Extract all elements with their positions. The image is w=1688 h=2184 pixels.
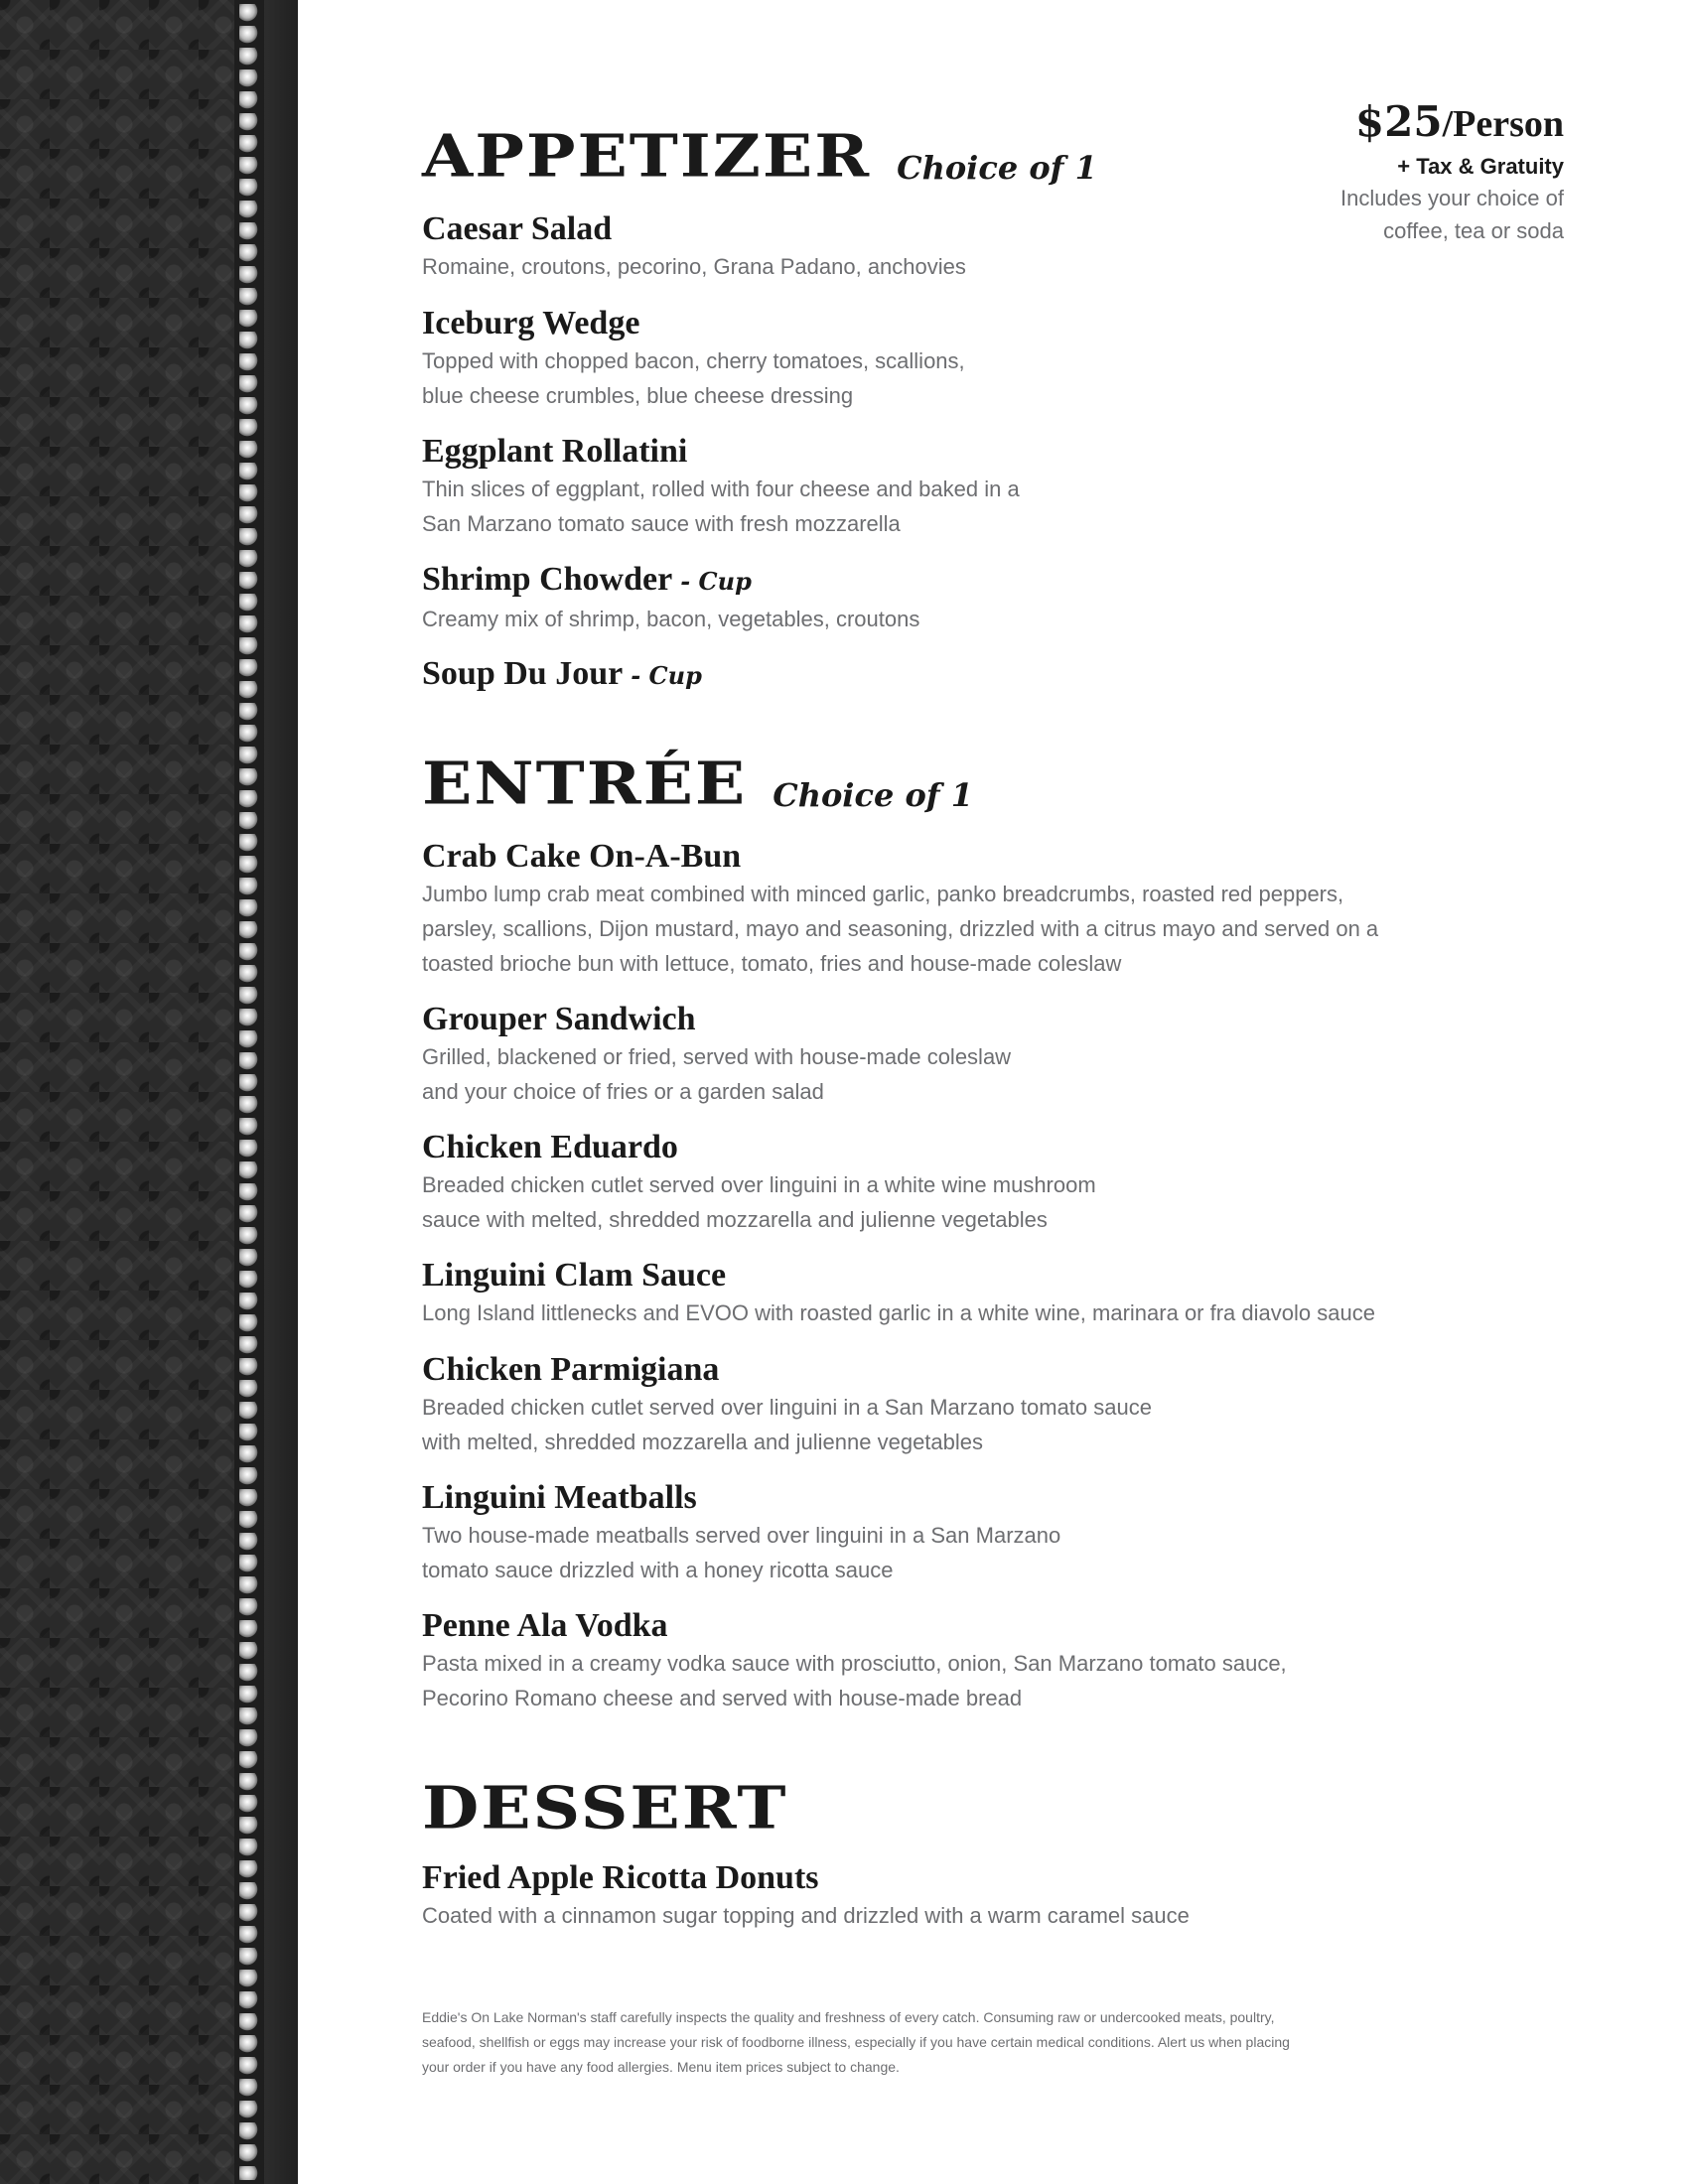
disclaimer-line: Eddie's On Lake Norman's staff carefully inspects the quality and freshness of every catch. Consuming raw or undercooked meats, poultry, (422, 2009, 1275, 2025)
description-line: Topped with chopped bacon, cherry tomatoes, scallions, (422, 348, 965, 373)
description-line: Pasta mixed in a creamy vodka sauce with prosciutto, onion, San Marzano tomato sauce, (422, 1651, 1287, 1676)
pearl-border (239, 4, 259, 2180)
description-line: Thin slices of eggplant, rolled with four cheese and baked in a (422, 477, 1020, 501)
item-name: Iceburg Wedge (422, 305, 640, 341)
description-line: parsley, scallions, Dijon mustard, mayo and seasoning, drizzled with a citrus mayo and served on a (422, 916, 1379, 941)
description-line: with melted, shredded mozzarella and julienne vegetables (422, 1430, 984, 1454)
item-name: Soup Du Jour (422, 655, 624, 692)
menu-item (422, 1606, 1415, 1715)
item-name: Crab Cake On-A-Bun (422, 838, 742, 875)
item-tag: - Cup (680, 567, 752, 596)
item-description (422, 1296, 1415, 1330)
description-line: San Marzano tomato sauce with fresh mozzarella (422, 511, 901, 536)
includes-note-line-1: Includes your choice of (1339, 186, 1564, 210)
description-line: Breaded chicken cutlet served over linguini in a San Marzano tomato sauce (422, 1395, 1152, 1420)
menu-item (422, 1000, 1415, 1109)
description-line: Two house-made meatballs served over linguini in a San Marzano (422, 1523, 1061, 1548)
tax-gratuity-note: + Tax & Gratuity (1397, 154, 1564, 179)
menu-item (422, 1256, 1415, 1330)
item-name: Penne Ala Vodka (422, 1607, 668, 1644)
item-name: Linguini Meatballs (422, 1479, 697, 1516)
price-unit: /Person (1442, 103, 1564, 145)
description-line: and your choice of fries or a garden salad (422, 1079, 824, 1104)
item-name: Chicken Eduardo (422, 1129, 678, 1165)
menu-item (422, 209, 1415, 284)
section-title-dessert: DESSERT (422, 1772, 788, 1843)
description-line: sauce with melted, shredded mozzarella and julienne vegetables (422, 1207, 1048, 1232)
menu-item (422, 432, 1415, 541)
item-description (422, 1646, 1415, 1715)
item-description (422, 1518, 1415, 1587)
item-name: Linguini Clam Sauce (422, 1257, 727, 1294)
menu-item (422, 654, 1415, 696)
item-name: Chicken Parmigiana (422, 1351, 720, 1388)
section-title-appetizer: APPETIZER (422, 120, 872, 192)
item-tag: - Cup (631, 661, 702, 690)
includes-note-line-2: coffee, tea or soda (1383, 218, 1564, 243)
description-line: blue cheese crumbles, blue cheese dressing (422, 383, 854, 408)
item-description (422, 1039, 1415, 1109)
appetizer-header (422, 117, 1097, 195)
disclaimer-line: seafood, shellfish or eggs may increase your risk of foodborne illness, especially if you have certain medical conditions. Alert us when placing (422, 2034, 1290, 2050)
choice-note: Choice of 1 (897, 149, 1097, 187)
item-description (422, 343, 1415, 413)
item-description (422, 1898, 1415, 1933)
menu-item (422, 837, 1415, 981)
menu-item (422, 304, 1415, 413)
disclaimer (422, 2005, 1336, 2080)
description-line: toasted brioche bun with lettuce, tomato, fries and house-made coleslaw (422, 951, 1122, 976)
item-name: Grouper Sandwich (422, 1001, 696, 1037)
item-name: Eggplant Rollatini (422, 433, 688, 470)
menu-item (422, 1478, 1415, 1587)
section-title-entree: ENTRÉE (422, 748, 748, 819)
item-description (422, 1390, 1415, 1459)
menu-item (422, 1128, 1415, 1237)
entree-header (422, 745, 973, 822)
item-name: Shrimp Chowder (422, 561, 673, 598)
item-name: Fried Apple Ricotta Donuts (422, 1859, 819, 1896)
item-name: Caesar Salad (422, 210, 613, 247)
description-line: Breaded chicken cutlet served over linguini in a white wine mushroom (422, 1172, 1096, 1197)
item-description (422, 602, 1415, 636)
description-line: Grilled, blackened or fried, served with house-made coleslaw (422, 1044, 1012, 1069)
description-line: Coated with a cinnamon sugar topping and drizzled with a warm caramel sauce (422, 1903, 1190, 1928)
description-line: tomato sauce drizzled with a honey ricotta sauce (422, 1558, 894, 1582)
dessert-header (422, 1769, 788, 1846)
item-name-row (422, 654, 1415, 696)
item-description (422, 877, 1415, 981)
disclaimer-line: your order if you have any food allergies. Menu item prices subject to change. (422, 2059, 900, 2075)
description-line: Pecorino Romano cheese and served with house-made bread (422, 1686, 1023, 1710)
item-name-row (422, 560, 1415, 602)
menu-item (422, 560, 1415, 636)
menu-item (422, 1858, 1415, 1933)
side-band-edge (264, 0, 298, 2184)
description-line: Long Island littlenecks and EVOO with roasted garlic in a white wine, marinara or fra diavolo sauce (422, 1300, 1375, 1325)
choice-note: Choice of 1 (773, 776, 973, 814)
description-line: Creamy mix of shrimp, bacon, vegetables, croutons (422, 607, 920, 631)
menu-content (422, 0, 1564, 2184)
price-amount: $25 (1354, 97, 1443, 146)
description-line: Romaine, croutons, pecorino, Grana Padano, anchovies (422, 254, 966, 279)
item-description (422, 472, 1415, 541)
item-description (422, 249, 1415, 284)
menu-item (422, 1350, 1415, 1459)
description-line: Jumbo lump crab meat combined with minced garlic, panko breadcrumbs, roasted red peppers, (422, 882, 1344, 906)
item-description (422, 1167, 1415, 1237)
